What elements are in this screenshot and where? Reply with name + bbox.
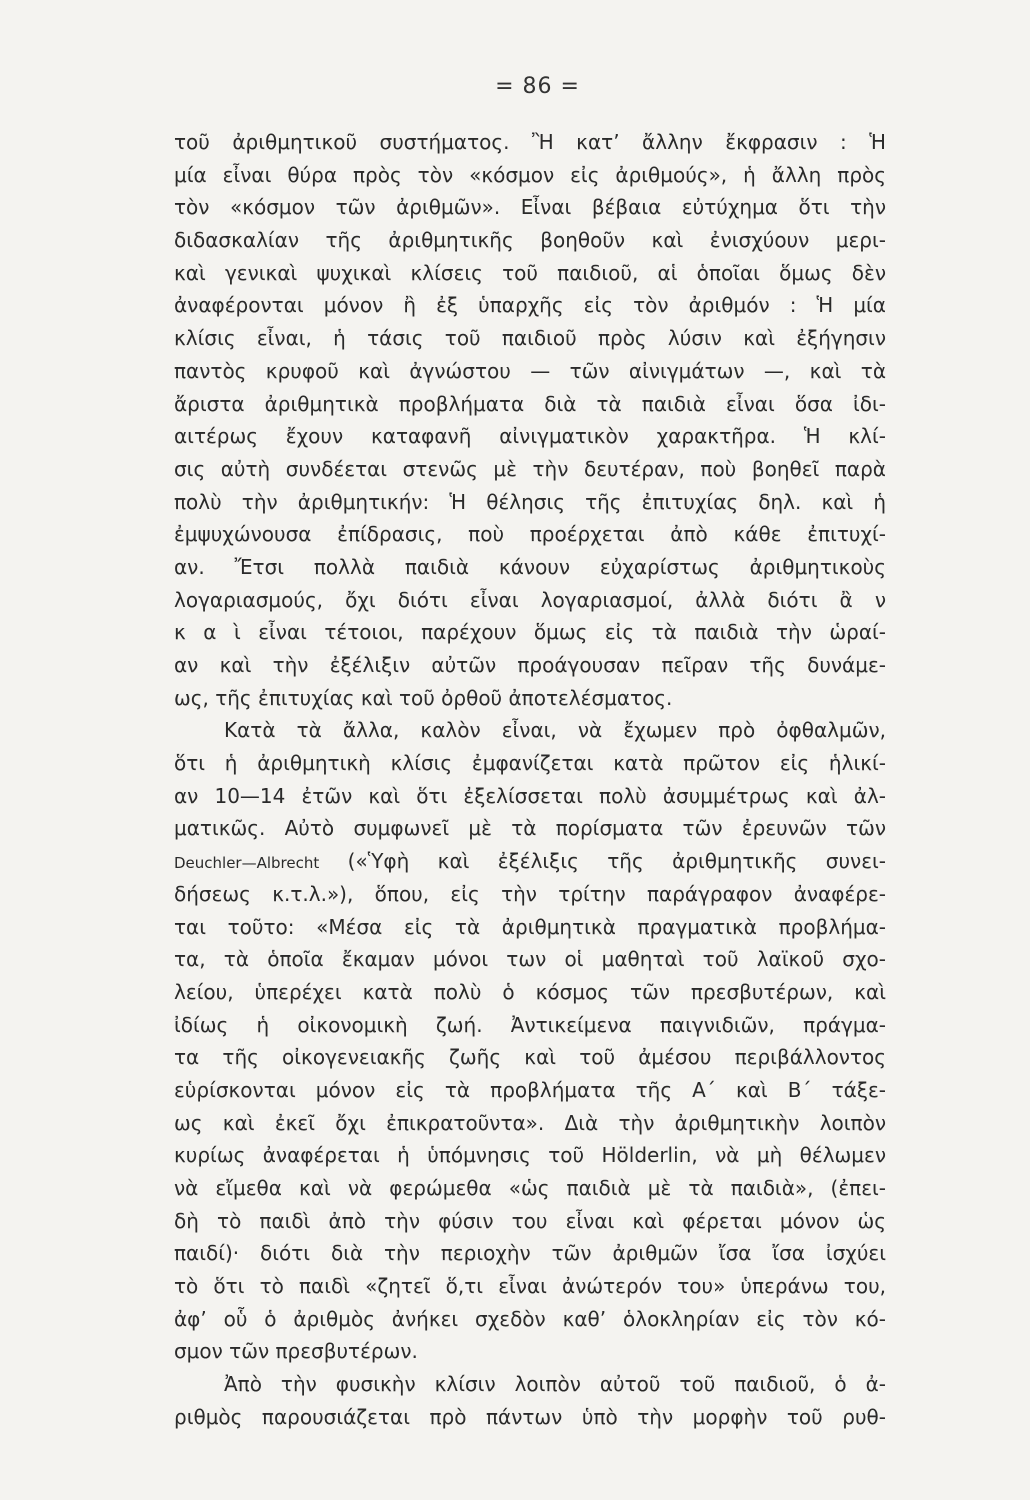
text-line	[174, 289, 886, 322]
text-line	[174, 911, 886, 944]
text-line-content: ἰδίως ἡ οἰκονομικὴ ζωή. Ἀντικείμενα παιγνιδιῶν, πράγμα-	[174, 1012, 886, 1037]
text-line	[174, 812, 886, 845]
text-line	[174, 453, 886, 486]
text-line-content: κυρίως ἀναφέρεται ἡ ὑπόμνησις τοῦ Hölderlin, νὰ μὴ θέλωμεν	[174, 1143, 886, 1168]
text-line	[174, 1205, 886, 1238]
text-line-content: εὑρίσκονται μόνον εἰς τὰ προβλήματα τῆς Α΄ καὶ Β΄ τάξε-	[174, 1077, 886, 1102]
text-line-content: τα, τὰ ὁποῖα ἔκαμαν μόνοι των οἱ μαθηταὶ τοῦ λαϊκοῦ σχο-	[174, 947, 886, 972]
text-line-content: αν καὶ τὴν ἐξέλιξιν αὐτῶν προάγουσαν πεῖραν τῆς δυνάμε-	[174, 653, 886, 677]
text-line-content: νὰ εἴμεθα καὶ νὰ φερώμεθα «ὡς παιδιὰ μὲ τὰ παιδιὰ», (ἐπει-	[174, 1176, 886, 1200]
text-line-content: αν 10—14 ἐτῶν καὶ ὅτι ἐξελίσσεται πολὺ ἀσυμμέτρως καὶ ἀλ-	[174, 783, 886, 808]
text-line-content: ως, τῆς ἐπιτυχίας καὶ τοῦ ὀρθοῦ ἀποτελέσματος.	[174, 685, 673, 710]
text-line-content: Ἀπὸ τὴν φυσικὴν κλίσιν λοιπὸν αὐτοῦ τοῦ παιδιοῦ, ὁ ἀ-	[224, 1372, 886, 1397]
text-line	[174, 191, 886, 224]
text-line	[174, 224, 886, 257]
text-line-content: σμον τῶν πρεσβυτέρων.	[174, 1339, 418, 1364]
text-line-content: ματικῶς. Αὐτὸ συμφωνεῖ μὲ τὰ πορίσματα τῶν ἐρευνῶν τῶν	[174, 816, 886, 841]
text-line	[174, 518, 886, 551]
text-line	[174, 649, 886, 682]
text-line-content: ἄριστα ἀριθμητικὰ προβλήματα διὰ τὰ παιδιὰ εἶναι ὅσα ἰδι-	[174, 391, 886, 416]
text-line-content: αιτέρως ἔχουν καταφανῆ αἰνιγματικὸν χαρακτῆρα. Ἡ κλί-	[174, 424, 886, 449]
text-line-content: τὸ ὅτι τὸ παιδὶ «ζητεῖ ὅ,τι εἶναι ἀνώτερόν του» ὑπεράνω του,	[174, 1274, 886, 1299]
text-line	[174, 159, 886, 192]
text-line-content: παντὸς κρυφοῦ καὶ ἀγνώστου — τῶν αἰνιγμάτων —, καὶ τὰ	[174, 358, 886, 383]
text-line-content: λείου, ὑπερέχει κατὰ πολὺ ὁ κόσμος τῶν πρεσβυτέρων, καὶ	[174, 979, 886, 1004]
text-line-content: ἀφ’ οὗ ὁ ἀριθμὸς ἀνήκει σχεδὸν καθ’ ὁλοκληρίαν εἰς τὸν κό-	[174, 1306, 886, 1331]
text-line	[174, 943, 886, 976]
text-line	[174, 388, 886, 421]
text-line	[174, 1401, 886, 1434]
text-line	[174, 486, 886, 519]
author-names: Deuchler—Albrecht	[174, 854, 320, 873]
text-line	[174, 714, 886, 747]
text-line	[174, 322, 886, 355]
text-line	[174, 1172, 886, 1205]
text-line	[174, 1107, 886, 1140]
text-line	[174, 126, 886, 159]
text-line-content: αν. Ἔτσι πολλὰ παιδιὰ κάνουν εὐχαρίστως ἀριθμητικοὺς	[174, 554, 886, 579]
text-line-content: ριθμὸς παρουσιάζεται πρὸ πάντων ὑπὸ τὴν μορφὴν τοῦ ρυθ-	[174, 1404, 886, 1429]
text-line-content: δήσεως κ.τ.λ.»), ὅπου, εἰς τὴν τρίτην παράγραφον ἀναφέρε-	[174, 881, 886, 906]
text-line-content: σις αὐτὴ συνδέεται στενῶς μὲ τὴν δευτέραν, ποὺ βοηθεῖ παρὰ	[174, 456, 886, 481]
text-line-content: («Ὑφὴ καὶ ἐξέλιξις τῆς ἀριθμητικῆς συνει-	[347, 849, 886, 874]
text-line	[174, 1009, 886, 1042]
text-line	[174, 584, 886, 617]
text-line	[174, 616, 886, 649]
text-line	[174, 1074, 886, 1107]
text-line-content: τοῦ ἀριθμητικοῦ συστήματος. Ἢ κατ’ ἄλλην ἔκφρασιν : Ἡ	[174, 130, 886, 154]
text-line-content: δὴ τὸ παιδὶ ἀπὸ τὴν φύσιν του εἶναι καὶ φέρεται μόνον ὡς	[174, 1208, 886, 1233]
text-line-content: ἀναφέρονται μόνον ἢ ἐξ ὑπαρχῆς εἰς τὸν ἀριθμόν : Ἡ μία	[174, 293, 886, 318]
text-line	[174, 878, 886, 911]
body-text	[174, 126, 886, 1434]
text-line	[174, 780, 886, 813]
text-line-content: πολὺ τὴν ἀριθμητικήν: Ἡ θέλησις τῆς ἐπιτυχίας δηλ. καὶ ἡ	[174, 489, 886, 514]
text-line	[174, 1335, 886, 1368]
text-line	[174, 257, 886, 290]
text-line	[174, 1041, 886, 1074]
text-line	[174, 1368, 886, 1401]
text-line-content: ὅτι ἡ ἀριθμητικὴ κλίσις ἐμφανίζεται κατὰ πρῶτον εἰς ἡλικί-	[174, 751, 886, 776]
page-number: = 86 =	[495, 74, 580, 99]
text-line-content: ται τοῦτο: «Μέσα εἰς τὰ ἀριθμητικὰ πραγματικὰ προβλήμα-	[174, 914, 886, 939]
text-line-content: κλίσις εἶναι, ἡ τάσις τοῦ παιδιοῦ πρὸς λύσιν καὶ ἐξήγησιν	[174, 326, 886, 351]
text-line	[174, 1139, 886, 1172]
text-line	[174, 1237, 886, 1270]
text-line	[174, 1270, 886, 1303]
text-line	[174, 976, 886, 1009]
text-line-content: διδασκαλίαν τῆς ἀριθμητικῆς βοηθοῦν καὶ ἐνισχύουν μερι-	[174, 228, 886, 253]
text-line	[174, 845, 886, 878]
text-line	[174, 551, 886, 584]
text-line	[174, 420, 886, 453]
text-line	[174, 682, 886, 715]
text-line-content: Κατὰ τὰ ἄλλα, καλὸν εἶναι, νὰ ἔχωμεν πρὸ ὀφθαλμῶν,	[224, 718, 886, 743]
text-line-content: μία εἶναι θύρα πρὸς τὸν «κόσμον εἰς ἀριθμούς», ἡ ἄλλη πρὸς	[174, 162, 886, 187]
text-line-content: ως καὶ ἐκεῖ ὄχι ἐπικρατοῦντα». Διὰ τὴν ἀριθμητικὴν λοιπὸν	[174, 1110, 886, 1135]
text-line-content: παιδί)· διότι διὰ τὴν περιοχὴν τῶν ἀριθμῶν ἴσα ἴσα ἰσχύει	[174, 1241, 886, 1266]
text-line-content: λογαριασμούς, ὄχι διότι εἶναι λογαριασμοί, ἀλλὰ διότι ἂ ν	[174, 587, 886, 612]
text-line	[174, 355, 886, 388]
text-line-content: τὸν «κόσμον τῶν ἀριθμῶν». Εἶναι βέβαια εὐτύχημα ὅτι τὴν	[174, 195, 886, 220]
text-line-content: ἐμψυχώνουσα ἐπίδρασις, ποὺ προέρχεται ἀπὸ κάθε ἐπιτυχί-	[174, 522, 886, 547]
text-line	[174, 747, 886, 780]
text-line-content: τα τῆς οἰκογενειακῆς ζωῆς καὶ τοῦ ἀμέσου περιβάλλοντος	[174, 1045, 886, 1070]
text-line	[174, 1303, 886, 1336]
text-line-content: κ α ὶ εἶναι τέτοιοι, παρέχουν ὅμως εἰς τὰ παιδιὰ τὴν ὡραί-	[174, 620, 886, 645]
text-line-content: καὶ γενικαὶ ψυχικαὶ κλίσεις τοῦ παιδιοῦ, αἱ ὁποῖαι ὅμως δὲν	[174, 260, 886, 285]
